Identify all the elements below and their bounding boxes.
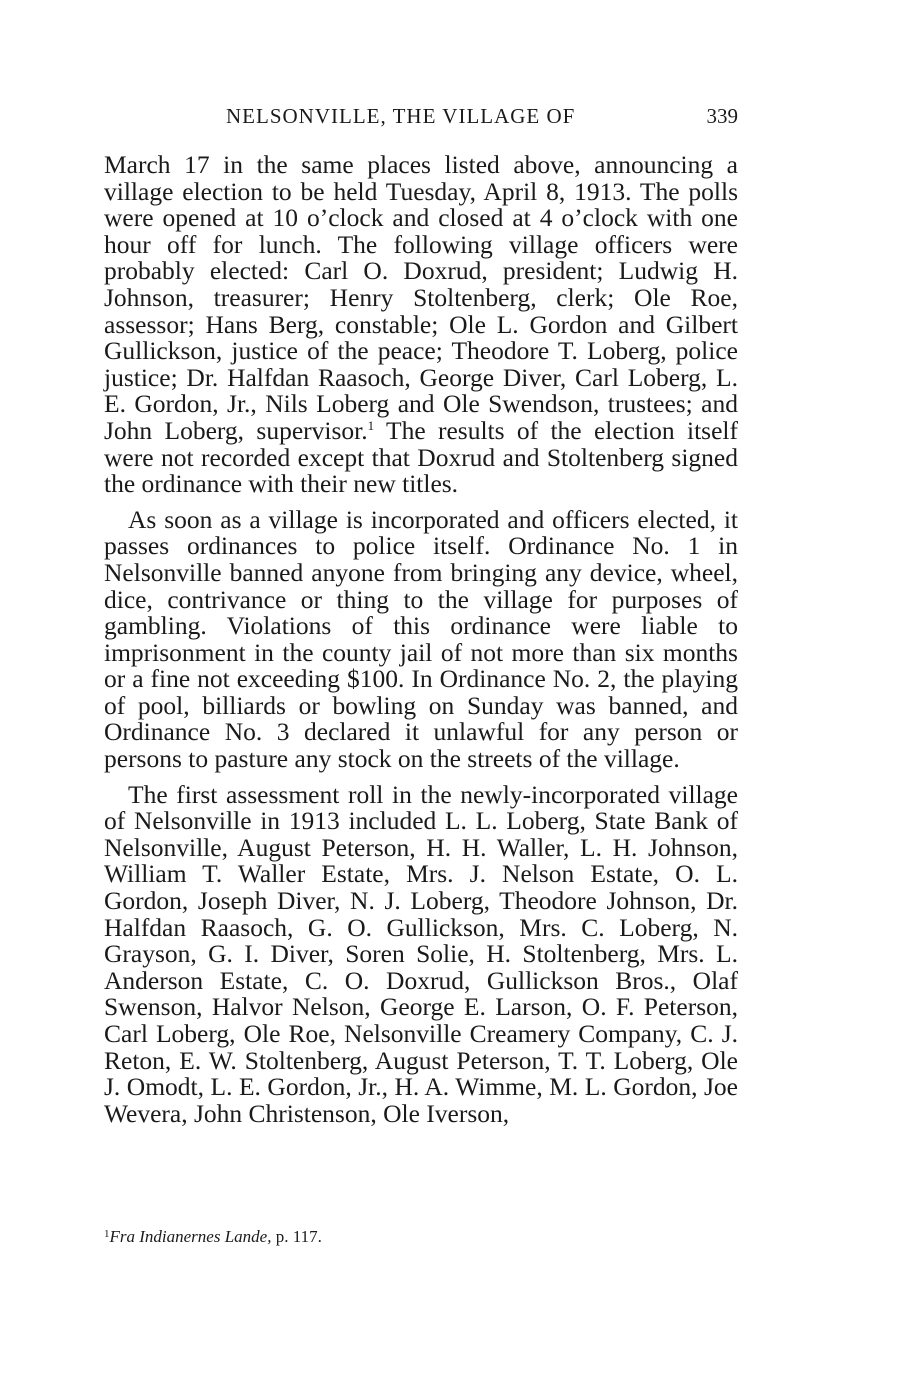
footnote-page-ref: p. 117. (271, 1227, 322, 1246)
body-text (104, 152, 738, 1127)
footnote-marker: 1 (104, 1228, 110, 1240)
footnote (104, 1226, 738, 1248)
paragraph-assessment-roll: The first assessment roll in the newly-incorporated village of Nelsonville in 1913 included L. L. Loberg, State Bank of Nelsonville, August Peterson, H. H. Waller, L. H. Johnson, William T. Waller Estate, Mrs. J. Nelson Estate, O. L. Gordon, Joseph Diver, N. J. Loberg, Theodore Johnson, Dr. Halfdan Raasoch, G. O. Gullickson, Mrs. C. Loberg, N. Grayson, G. I. Diver, Soren Solie, H. Stoltenberg, Mrs. L. Anderson Estate, C. O. Doxrud, Gullickson Bros., Olaf Swenson, Halvor Nelson, George E. Larson, O. F. Peterson, Carl Loberg, Ole Roe, Nelsonville Creamery Company, C. J. Reton, E. W. Stoltenberg, August Peterson, T. T. Loberg, Ole J. Omodt, L. E. Gordon, Jr., H. A. Wimme, M. L. Gordon, Joe Wevera, John Christenson, Ole Iverson, (104, 779, 738, 1128)
running-header (104, 104, 738, 134)
paragraph-text: The results of the election itself were not recorded except that Doxrud and Stoltenberg signed the ordinance with their new titles. (104, 415, 738, 499)
footnote-source-title: Fra Indianernes Lande, (109, 1227, 272, 1246)
page-number: 339 (706, 104, 738, 128)
running-title: NELSONVILLE, THE VILLAGE OF (226, 104, 576, 128)
footnote-reference: 1 (367, 417, 375, 433)
paragraph-text: March 17 in the same places listed above, announcing a village election to be held Tuesday, April 8, 1913. The polls were opened at 10 o’clock and closed at 4 o’clock with one hour off for lunch. The following village officers were probably elected: Carl O. Doxrud, president; Ludwig H. Johnson, treasurer; Henry Stoltenberg, clerk; Ole Roe, assessor; Hans Berg, constable; Ole L. Gordon and Gilbert Gullickson, justice of the peace; Theodore T. Loberg, police justice; Dr. Halfdan Raasoch, George Diver, Carl Loberg, L. E. Gordon, Jr., Nils Loberg and Ole Swendson, trustees; and John Loberg, supervisor. (104, 150, 738, 445)
paragraph-election (104, 152, 738, 498)
paragraph-ordinances: As soon as a village is incorporated and officers elected, it passes ordinances to police itself. Ordinance No. 1 in Nelsonville banned anyone from bringing any device, wheel, dice, contrivance or thing to the village for purposes of gambling. Violations of this ordinance were liable to imprisonment in the county jail of not more than six months or a fine not exceeding $100. In Ordinance No. 2, the playing of pool, billiards or bowling on Sunday was banned, and Ordinance No. 3 declared it unlawful for any person or persons to pasture any stock on the streets of the village. (104, 504, 738, 774)
